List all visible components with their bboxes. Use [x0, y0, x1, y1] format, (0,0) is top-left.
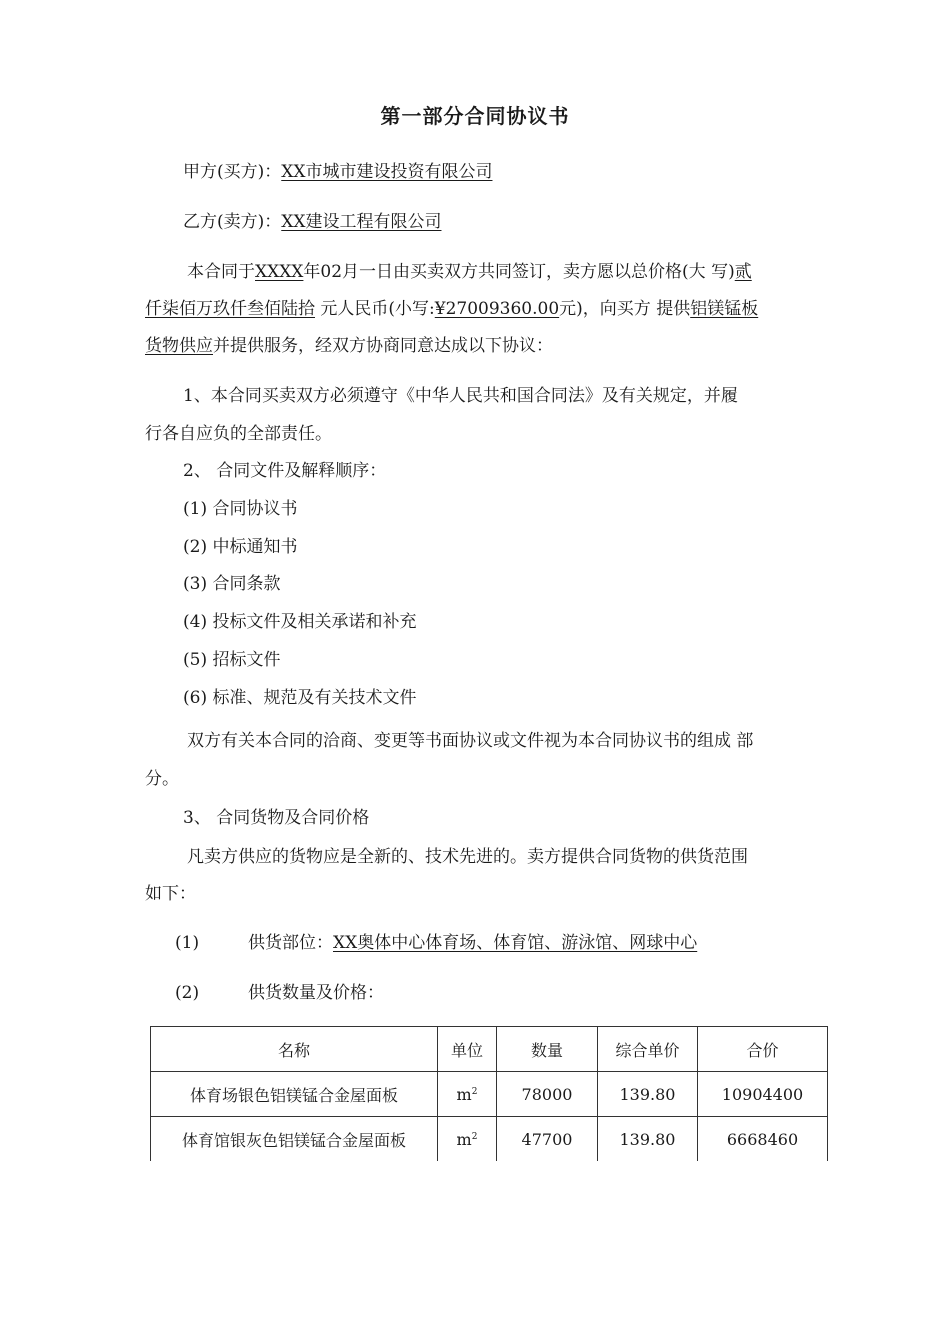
- cell-qty: 78000: [497, 1072, 598, 1117]
- page-title: 第一部分合同协议书: [380, 104, 570, 128]
- intro-price-words: 贰: [734, 262, 752, 282]
- table-row: [151, 1117, 828, 1162]
- cell-unit: [438, 1072, 497, 1117]
- intro-line-2: [145, 297, 758, 321]
- doc-item: (5) 招标文件: [183, 650, 281, 670]
- intro-product: 货物供应: [145, 336, 213, 356]
- table-row: [151, 1072, 828, 1117]
- clause-2-heading: 2、 合同文件及解释顺序：: [183, 461, 387, 481]
- intro-text: 本合同于: [187, 262, 255, 282]
- column-header: 综合单价: [598, 1027, 698, 1072]
- clause-1-line-2: 行各自应负的全部责任。: [145, 424, 332, 444]
- cell-qty: 47700: [497, 1117, 598, 1162]
- doc-item: (6) 标准、规范及有关技术文件: [183, 688, 417, 708]
- cell-price: 139.80: [598, 1072, 698, 1117]
- party-a: [183, 160, 492, 184]
- agreement-note-line-1: 双方有关本合同的洽商、变更等书面协议或文件视为本合同协议书的组成 部: [187, 731, 754, 751]
- intro-line-3: [145, 334, 553, 358]
- party-a-value: XX市城市建设投资有限公司: [281, 162, 493, 182]
- party-b-label: 乙方(卖方)：: [183, 212, 282, 232]
- column-header: 单位: [438, 1027, 497, 1072]
- table-header-row: [151, 1027, 828, 1072]
- doc-item: (2) 中标通知书: [183, 537, 298, 557]
- cell-unit: [438, 1117, 497, 1162]
- clause-3-heading: 3、 合同货物及合同价格: [183, 808, 370, 828]
- doc-item: (1) 合同协议书: [183, 499, 298, 519]
- cell-name: 体育馆银灰色铝镁锰合金屋面板: [151, 1117, 438, 1162]
- cell-total: 6668460: [698, 1117, 828, 1162]
- supply-intro-line-2: 如下：: [145, 884, 196, 904]
- supply-qty-number: (2): [175, 983, 200, 1003]
- party-b: [183, 210, 441, 234]
- column-header: 合价: [698, 1027, 828, 1072]
- doc-item: (3) 合同条款: [183, 574, 281, 594]
- unit-superscript: 2: [471, 1131, 478, 1142]
- unit-text: m: [456, 1129, 472, 1149]
- intro-text: 元人民币(小写:: [315, 299, 435, 319]
- agreement-note-line-2: 分。: [145, 769, 179, 789]
- column-header: 数量: [497, 1027, 598, 1072]
- doc-item: (4) 投标文件及相关承诺和补充: [183, 612, 417, 632]
- intro-text: 并提供服务，经双方协商同意达成以下协议：: [213, 336, 553, 356]
- unit-superscript: 2: [471, 1086, 478, 1097]
- supply-location-number: (1): [175, 933, 200, 953]
- supply-qty-label: 供货数量及价格：: [248, 983, 384, 1003]
- intro-text: 元)，向买方 提供: [559, 299, 691, 319]
- supply-table: [150, 1026, 828, 1161]
- clause-1-line-1: 1、本合同买卖双方必须遵守《中华人民共和国合同法》及有关规定，并履: [183, 386, 738, 406]
- unit-text: m: [456, 1084, 472, 1104]
- intro-price-words: 仟柒佰万玖仟叁佰陆拾: [145, 299, 315, 319]
- supply-location-label: 供货部位：: [248, 933, 333, 953]
- supply-location-value: XX奥体中心体育场、体育馆、游泳馆、网球中心: [333, 933, 698, 953]
- intro-product: 铝镁锰板: [690, 299, 759, 319]
- party-b-value: XX建设工程有限公司: [281, 212, 442, 232]
- intro-line-1: [187, 260, 752, 284]
- cell-total: 10904400: [698, 1072, 828, 1117]
- intro-year: XXXX: [255, 262, 304, 282]
- supply-intro-line-1: 凡卖方供应的货物应是全新的、技术先进的。卖方提供合同货物的供货范围: [187, 847, 748, 867]
- cell-price: 139.80: [598, 1117, 698, 1162]
- party-a-label: 甲方(买方)：: [183, 162, 282, 182]
- supply-location: [248, 931, 697, 955]
- intro-text: 年02月一日由买卖双方共同签订，卖方愿以总价格(大 写): [303, 262, 735, 282]
- column-header: 名称: [151, 1027, 438, 1072]
- intro-price-number: ¥27009360.00: [434, 299, 560, 319]
- cell-name: 体育场银色铝镁锰合金屋面板: [151, 1072, 438, 1117]
